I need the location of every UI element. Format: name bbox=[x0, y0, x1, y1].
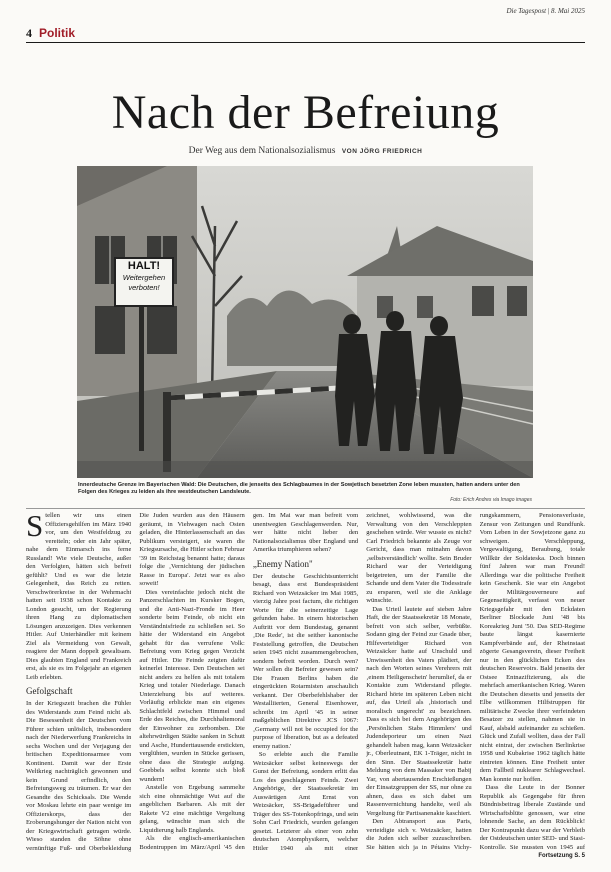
masthead-separator: | bbox=[547, 7, 551, 15]
section-name: Politik bbox=[39, 26, 76, 40]
article-headline: Nach der Befreiung bbox=[111, 86, 500, 139]
article-paragraph: In der Kriegszeit brachen die Fühler des Widerstands zum Feind nicht ab. Die Besessenheit der Deutschen vom Führer schien unlöslich, insbesondere nach der Niederwerfung Frankreichs in sechs Wochen und der Verjagung der britischen Expeditionsarmee vom Kontinent. Damit war der Erste Weltkrieg nachträglich gewonnen und kein Grund erfindlich, den Befreiungsweg zu träumen. Er war der Gesandte des Schicksals. Die Wende vor Moskau lehrte ein paar wenige im Offizierskorps, dass der Eroberungshunger der Nation nicht von der Kriegswirtschaft getragen würde. Wieso standen die Söhne ohne vernünftige Fuß- und Oberbekleidung bbox=[26, 700, 132, 852]
subheading-gefolgschaft: Gefolgschaft bbox=[26, 686, 73, 696]
article-paragraph: rungskammern, Pensionsverluste, Zensur von Zeitungen und Rundfunk. Vom Leben in der Sowjetzone ganz zu schweigen. Verschleppung, Vergewaltigung, Beraubung, totale Willkür der Soldateska. Doch binnen fünf Jahren war man Freund! Allerdings war die politische Freiheit kein Geschenk. Sie war ein Angebot der Militärgouverneure auf Gegenseitigkeit, verfasst von neuer Kriegsgefahr mit den Eckdaten Berliner Blockade Juni '48 bis Koreakrieg Juni '50. Das SED-Regime baute längst kasernierte Kampfverbände auf, der Rheinstaat zögerte Gesangsverein, dieser Freiheit nur in den glücklichen Ecken des deutschen Reservoirs. Bald jenseits der Ostsee Entnazifizierung, als die mehrfach amerikanischen Krieg. Waren die Deutschen dieseits und jenseits der Elbe willkommen Hilfstruppen für militärische Zwecke ihrer verfeindeten Besatzer zu stellen, nahmen sie in Kauf, alsbald aufeinander zu schießen. Glück und Zufall wollten, dass der Fall nicht eintrat, der zwischen Berlinkrise 1958 und Kubakrise 1962 täglich hätte eintreten können. Eine Freiheit unter dem Fallbeil nuklearer Schlagwechsel. Man konnte nur hoffen. bbox=[479, 512, 586, 783]
article-paragraph: gen. Im Mai war man befreit vom unentwegten Geschlagenwerden. Nur, wer hätte nicht lieber den Nationalsozialismus über England und Amerika triumphieren sehen? bbox=[252, 512, 359, 553]
caption-divider bbox=[26, 508, 585, 509]
paragraph-text: tellen wir uns einen Offiziersgehilfen im März 1940 vor, um den Westfeldzug zu vereiteln; oder ein Jahr später, nahe dem Einmarsch ins ferne Russland! Wie viele Deutsche, außer den Verfolgten, hätten sich befreit gefühlt? Und es war die letzte Gelegenheit, das Reich zu retten. Verschwörerkreise in der Wehrmacht hatten seit 1938 schon Kontakte zu London gesucht, um der Regierung ihren Hang zu diplomatischen Lösungen anzuzeigen. Dies verkennen Hitler. Auf Unterhändler mit keinem Ziel als Vermeidung von Gewalt, reagiere der Mann doppelt gewaltsam. Dies glaubten England und Frankreich erst, als sie es im Folgejahr an eigenen Leib erlebten. bbox=[26, 512, 132, 681]
page-number: 4 bbox=[26, 26, 32, 40]
article-paragraph: Als die englisch-amerikanischen Bodentruppen im März/April '45 den bbox=[139, 835, 245, 851]
article-body bbox=[26, 512, 585, 852]
article-paragraph bbox=[26, 512, 131, 682]
continuation-link[interactable]: Fortsetzung S. 5 bbox=[538, 853, 585, 859]
subheading-enemy-nation: „Enemy Nation" bbox=[252, 558, 313, 569]
article-column-2 bbox=[139, 512, 244, 852]
article-column-5 bbox=[480, 512, 585, 852]
article-column-3 bbox=[253, 512, 358, 852]
article-photo bbox=[77, 166, 533, 478]
sign-text bbox=[115, 260, 173, 293]
section-header bbox=[26, 22, 585, 43]
article-paragraph: So erlebte auch die Familie Weizsäcker selbst keineswegs der Gunst der Befreiung, sondern erlitt das Los des geschlagenen Feinds. Zwei Angehörige, der Staatssekretär im Auswärtigen Amt Ernst von Weizsäcker, SS-Brigadeführer und Träger des SS-Totenkopfrings, und sein Sohn Carl Friedrich, wurden gefangen gesetzt. Letzterer als einer von zehn deutschen Atomphysikern, welcher Hitler 1940 als mit einer bbox=[252, 751, 359, 852]
article-paragraph: zeichnet, wohlwissend, was die Verwaltung von den Verschleppten geschehen würde. Wer wusste es nicht? Carl Friedrich bekannte als Zeuge vor Gericht, dass man mitnahm davon ‚selbstverständlich' wollte. Sein Bruder Richard war der Verteidigung beigetreten, um der Familie die Schande und dem Vater die Todesstrafe zu ersparen, weil sie die Anklage wünschte. bbox=[366, 512, 472, 604]
publication-name: Die Tagespost bbox=[506, 7, 547, 15]
sign-line-2: Weitergehen bbox=[122, 273, 166, 282]
article-paragraph: Der deutsche Geschichtsunterricht besagt, dass erst Bundespräsident Richard von Weizsäcker im Mai 1985, vierzig Jahre post factum, die richtigen Worte für die seinerzeitige Lage gefunden habe. In einem historischen Auftritt vor dem Bundestag, genannt ‚Die Rede', ist die seither kanonische Feststellung getroffen, die Deutschen seien 1945 nicht zusammengebrochen, sondern befreit worden. Durch wen? Wer sollen die Befreier gewesen sein? Die Frauen Berlins haben die eingerückten Rotarmisten anschaulich verkannt. Der Oberbefehlshaber der Westalliierten, General Eisenhower, schreibt im April '45 in seiner maßgeblichen Direktive JCS 1067: ‚Germany will not be occupied for the purpose of liberation, but as a defeated enemy nation.' bbox=[252, 572, 359, 750]
sign-line-3: verboten! bbox=[128, 283, 160, 292]
article-paragraph: Das Urteil lautete auf sieben Jahre Haft, die der Staatssekretär 18 Monate, befreit von sich selber, verbüßte. Sodann ging der Feind zur Gnade über, Hilfeverteidiger Richard von Weizsäcker hatte auf Unschuld und Unwissenheit des Vaters plädiert, der nach den Worten seines Verehrers mit ‚einem Heiligenschein' herumlief, da er Kontakte zum Widerstand pflegte. Richard hörte im späteren Leben nicht auf, das Urteil als ‚historisch und moralisch ungerecht' zu bezeichnen. Dass es sich bei dem Angehörigen des ‚Persönlichen Stabs Himmlers' und Judendeporteur um einen Nazi gehandelt haben mag, kann Weizsäcker jr., Oberleutnant, EK 1-Träger, nicht in den Sinn. Der Staatssekretär hatte Meldung von dem Massaker von Babij Yar, von abertausenden Erschießungen der Einsatzgruppen der SS, nur ohne zu ahnen, dass es sich dabei um Rassenvernichtung handelte, weil als Vergeltung für Partisanenakte kaschiert. bbox=[366, 605, 472, 817]
article-paragraph: Dass die Leute in der Bonner Republik als Gegengabe für ihren Bündnisbeitrag liberale Zustände und Wirtschaftsblüte genossen, war eine lohnende Sache, an dem Rückblick! Der Kontrapunkt dazu war der Verbleib der Ostdeutschen unter SED- und Stasi-Kontrolle. Sie mussten von 1945 auf bbox=[479, 784, 586, 851]
author-byline: VON JÖRG FRIEDRICH bbox=[341, 148, 423, 155]
sign-line-1: HALT! bbox=[127, 260, 161, 272]
masthead-line bbox=[26, 7, 585, 21]
article-paragraph: Den Abtransport aus Paris, verteidigte sich v. Weizsäcker, hatten die Juden sich selber zuzuschreiben. Sie hätten sich ja in Pétains Vichy- bbox=[366, 818, 472, 851]
article-paragraph: Dies vereinfachte jedoch nicht die Panzerschlachten im Kursker Bogen, und die Anti-Nazi-Fronde im Heer sonderte beim Feinde, ob nicht ein Verständnisfriede zu schließen sei. So hätte der Widerstand ein Angebot gehabt für das verrufene Volk: Befreiung vom Krieg gegen Verzicht auf Hitler. Die Feinde zeigten dafür keinerlei Interesse. Den Deutschen sei nicht anders zu helfen als mit totalem Krieg und totaler Niederlage. Danach Unterziehung bis auf weiteres. Vorläufig erblickte man ein eigenes Schlachtfeld zwischen Himmel und Erde des Reiches, die Durchhaltemoral der Einwohner zu zerbomben. Die altehrwürdigen Städte sanken in Schutt und Asche, Hunderttausende erstickten, verglühten, wurden in Stücke gerissen, ohne dass die Strategie aufging. Goebbels selbst konnte sich bloß wundern! bbox=[139, 588, 245, 783]
photo-caption: Innerdeutsche Grenze im Bayerischen Wald: Die Deutschen, die jenseits des Schlagbaumes in der Sowjetisch besetzten Zone leben mussten, hatten anders unter den Folgen des Krieges zu leiden als ihre westdeutschen Landsleute. bbox=[78, 482, 520, 495]
article-column-1 bbox=[26, 512, 131, 852]
article-paragraph: Anstelle von Ergebung sammelte sich eine ohnmächtige Wut auf die angeblichen Barbaren. Als mit der Rakete V2 eine mächtige Vergeltung gelang, wünschte man sich die Liquidierung halb Englands. bbox=[139, 784, 245, 834]
photo-credit: Foto: Erich Andres via Imago images bbox=[450, 497, 532, 503]
subheadline-text: Der Weg aus dem Nationalsozialismus bbox=[188, 146, 336, 156]
border-scene-illustration bbox=[77, 166, 533, 478]
article-paragraph: Die Juden wurden aus den Häusern geräumt, in Viehwagen nach Osten geladen, die Hinterlassenschaft an das Publikum versteigert, sie waren die Kriegsursache, die Hitler schon Februar '39 im Reichstag benannt hatte; daraus folge die ‚Vernichtung der jüdischen Rasse in Europa'. Jetzt war es also soweit! bbox=[139, 512, 245, 587]
issue-date: 8. Mai 2025 bbox=[550, 7, 585, 15]
drop-cap: S bbox=[26, 512, 44, 543]
article-column-4 bbox=[366, 512, 471, 852]
article-subheadline bbox=[26, 146, 585, 156]
